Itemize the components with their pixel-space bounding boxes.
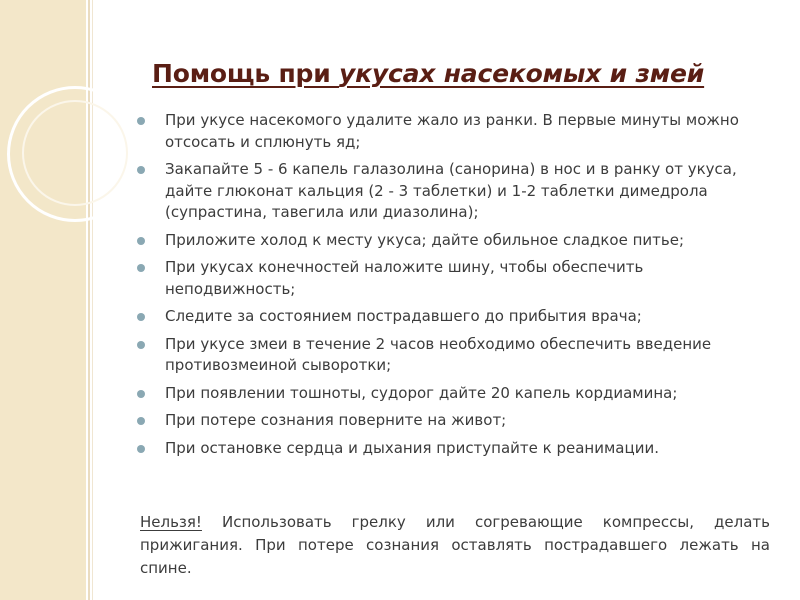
bullet-icon — [137, 417, 145, 425]
slide-title-italic: укусах насекомых и змей — [339, 59, 705, 88]
list-item — [134, 334, 774, 377]
list-item — [134, 110, 774, 153]
list-item-text: При потере сознания поверните на живот; — [165, 411, 507, 429]
list-item — [134, 257, 774, 300]
slide-title-normal: Помощь при — [152, 59, 340, 88]
list-item — [134, 159, 774, 224]
list-item — [134, 383, 774, 405]
slide-title — [152, 56, 772, 92]
list-item-text: Приложите холод к месту укуса; дайте обильное сладкое питье; — [165, 230, 685, 249]
bullet-icon — [137, 445, 145, 453]
list-item-text: При укусе змеи в течение 2 часов необходимо обеспечить введение противозмеиной сыворотки; — [165, 334, 712, 374]
first-aid-list — [134, 110, 774, 465]
bullet-icon — [137, 390, 145, 398]
bullet-icon — [137, 166, 145, 174]
list-item-text: При появлении тошноты, судорог дайте 20 капель кордиамина; — [165, 383, 678, 402]
list-item-text: При остановке сердца и дыхания приступайте к реанимации. — [165, 438, 659, 457]
bullet-icon — [137, 237, 145, 245]
warning-lead: Нельзя! — [140, 513, 202, 531]
decorative-ring-inner — [22, 100, 128, 206]
list-item-text: При укусе насекомого удалите жало из ранки. В первые минуты можно отсосать и сплюнуть яд; — [165, 111, 739, 151]
bullet-icon — [137, 264, 145, 272]
list-item — [134, 306, 774, 328]
list-item — [134, 230, 774, 252]
bullet-icon — [137, 313, 145, 321]
bullet-icon — [137, 341, 145, 349]
list-item — [134, 410, 774, 432]
list-item — [134, 438, 774, 460]
warning-paragraph — [140, 511, 770, 580]
bullet-icon — [137, 117, 145, 125]
list-item-text: Закапайте 5 - 6 капель галазолина (санорина) в нос и в ранку от укуса, дайте глюконат кальция (2 - 3 таблетки) и 1-2 таблетки димедрола (супрастина, тавегила или диазолина); — [165, 160, 737, 221]
list-item-text: Следите за состоянием пострадавшего до прибытия врача; — [165, 307, 642, 325]
warning-text: Использовать грелку или согревающие компрессы, делать прижигания. При потере сознания оставлять пострадавшего лежать на спине. — [140, 513, 770, 577]
list-item-text: При укусах конечностей наложите шину, чтобы обеспечить неподвижность; — [165, 258, 644, 298]
